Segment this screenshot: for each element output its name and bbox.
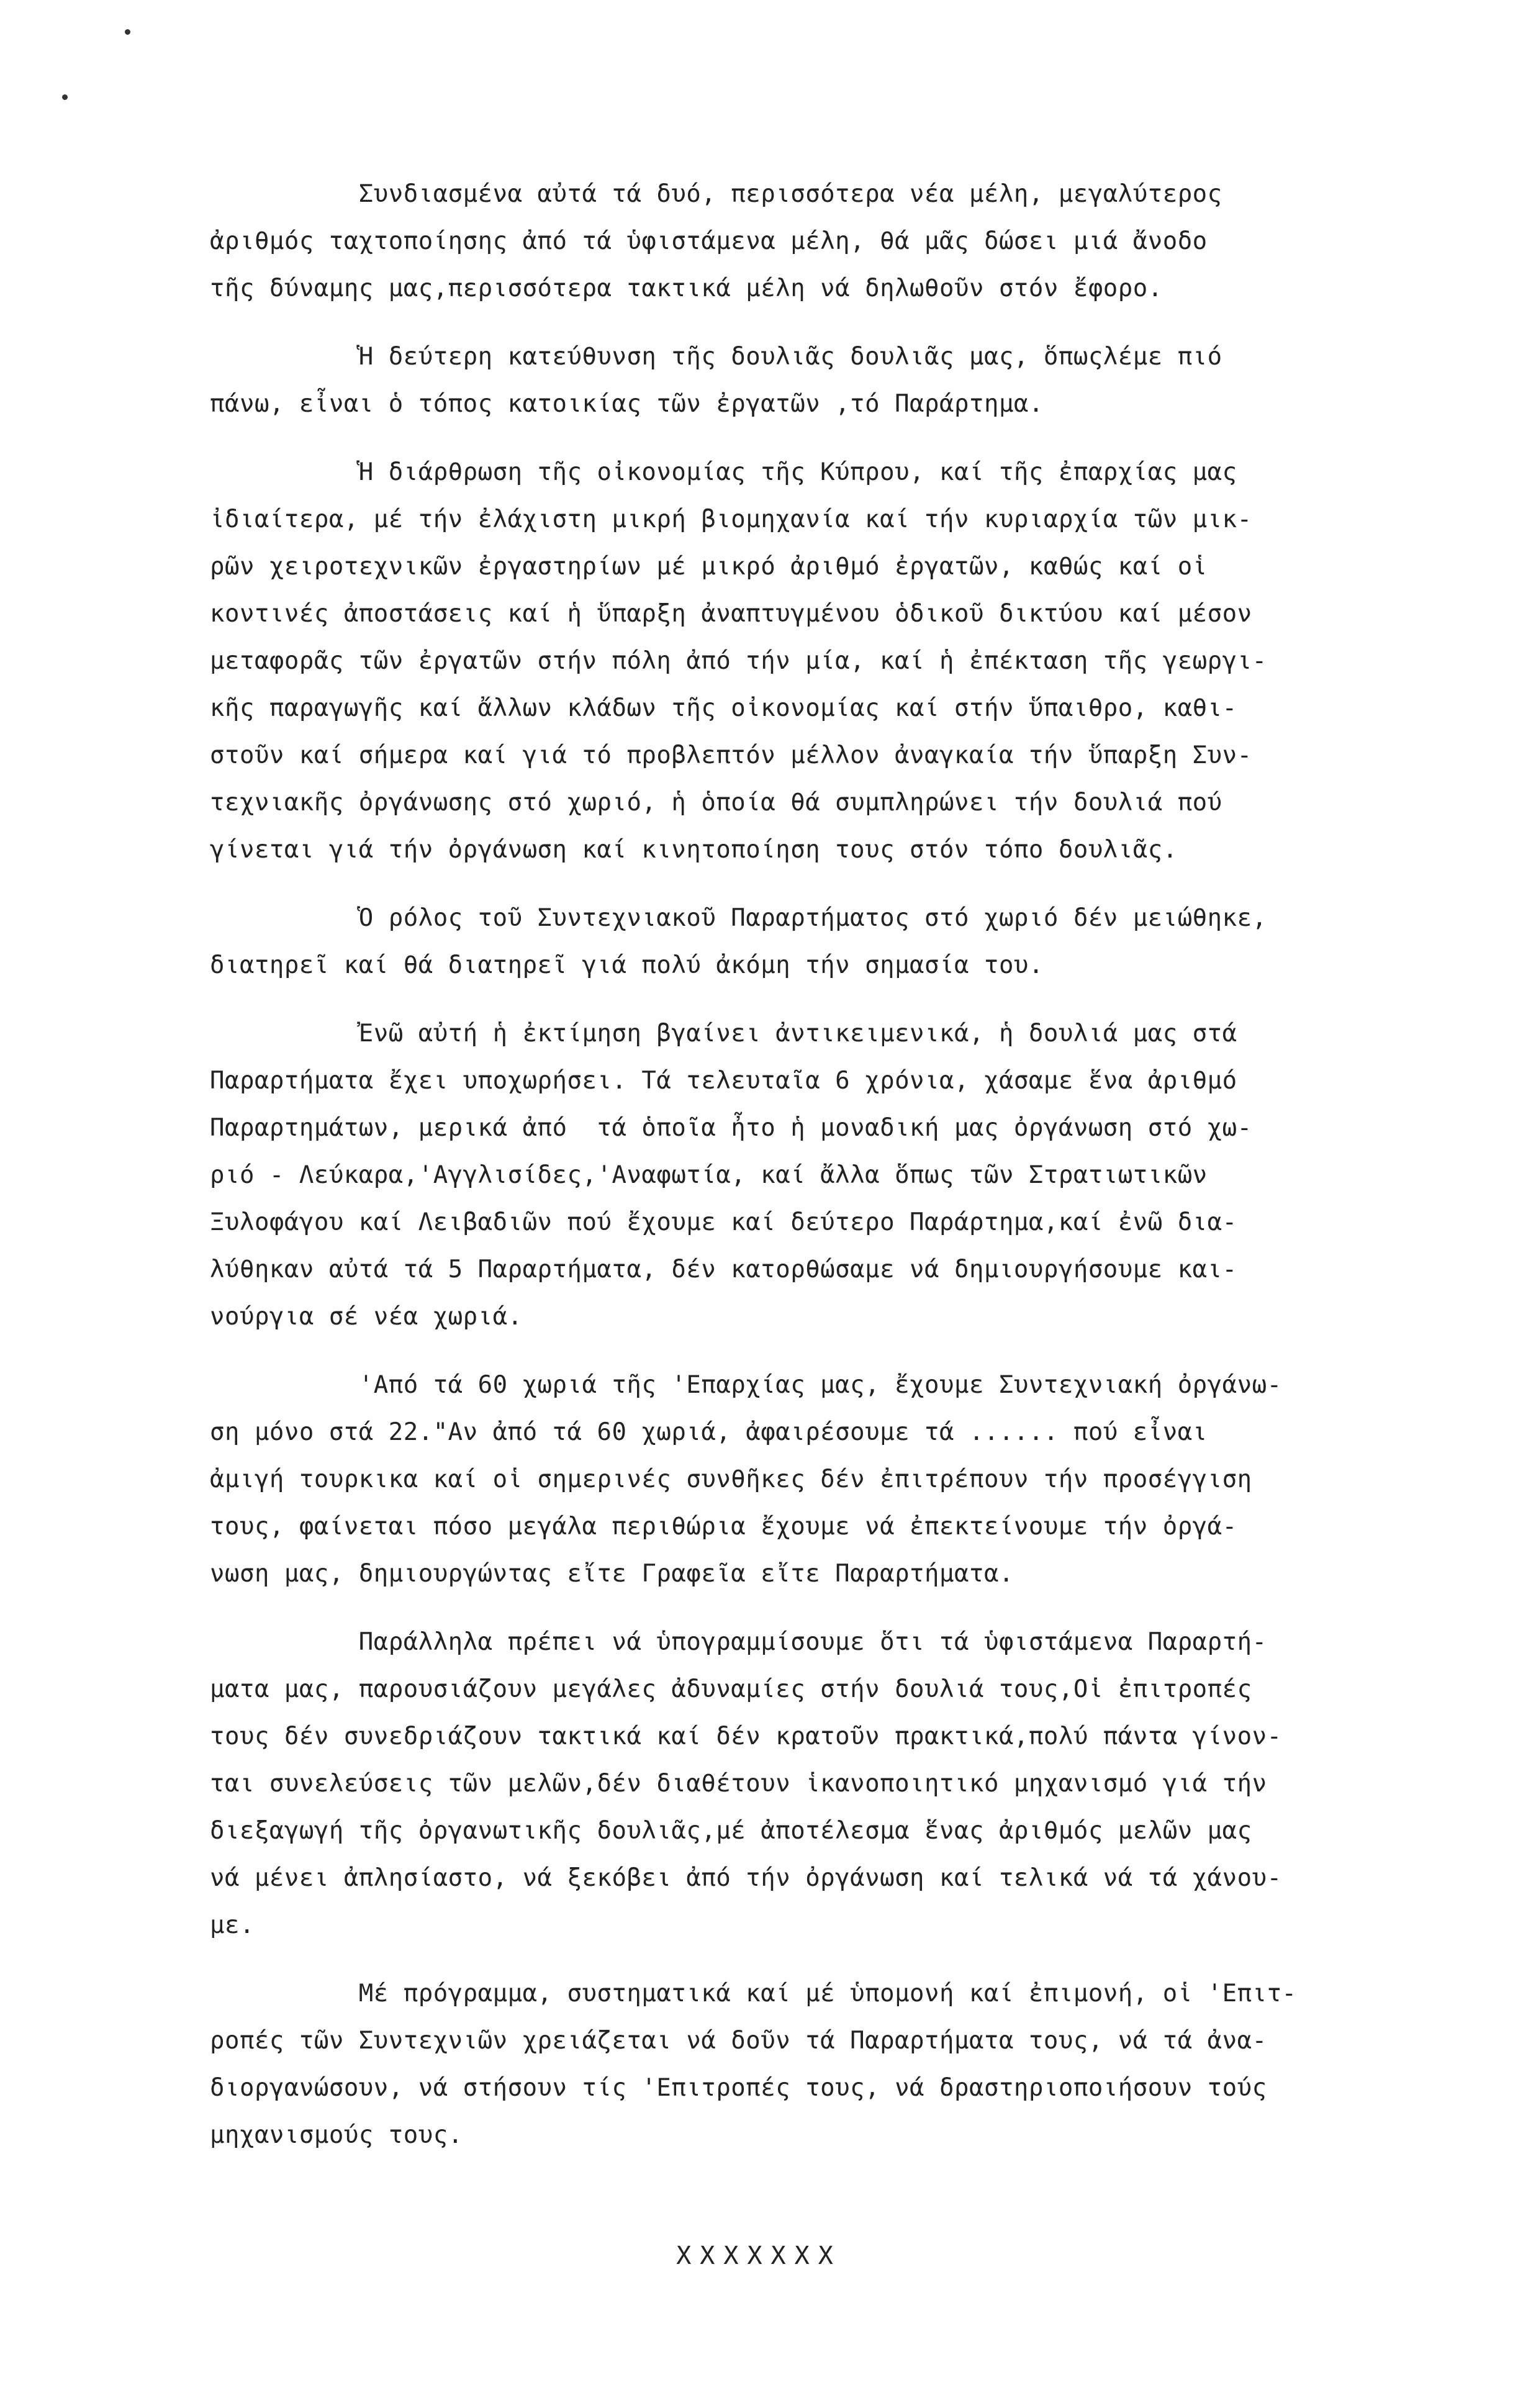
text-line: 'Από τά 60 χωριά τῆς 'Επαρχίας μας, ἔχουμε Συντεχνιακή ὀργάνω- <box>210 1371 1282 1399</box>
text-line: στοῦν καί σήμερα καί γιά τό προβλεπτόν μέλλον ἀναγκαία τήν ὕπαρξη Συν- <box>210 741 1252 769</box>
text-line: μηχανισμούς τους. <box>210 2121 463 2149</box>
paragraph <box>210 333 1402 428</box>
text-line: με. <box>210 1911 255 1939</box>
paragraph <box>210 1010 1402 1341</box>
text-line: τεχνιακῆς ὀργάνωσης στό χωριό, ἡ ὁποία θά συμπληρώνει τήν δουλιά πού <box>210 789 1222 817</box>
text-line: τους, φαίνεται πόσο μεγάλα περιθώρια ἔχουμε νά ἐπεκτείνουμε τήν ὀργά- <box>210 1513 1237 1541</box>
paragraph <box>210 449 1402 874</box>
paragraph-gap <box>210 1341 1402 1362</box>
text-line: ροπές τῶν Συντεχνιῶν χρειάζεται νά δοῦν τά Παραρτήματα τους, νά τά ἀνα- <box>210 2027 1267 2055</box>
text-line: ματα μας, παρουσιάζουν μεγάλες ἀδυναμίες στήν δουλιά τους,Οἱ ἐπιτροπές <box>210 1675 1252 1703</box>
text-line: διοργανώσουν, νά στήσουν τίς 'Επιτροπές τους, νά δραστηριοποιήσουν τούς <box>210 2074 1267 2102</box>
text-line: ται συνελεύσεις τῶν μελῶν,δέν διαθέτουν ἱκανοποιητικό μηχανισμό γιά τήν <box>210 1770 1267 1798</box>
text-line: τῆς δύναμης μας,περισσότερα τακτικά μέλη νά δηλωθοῦν στόν ἔφορο. <box>210 274 1163 302</box>
text-line: Συνδιασμένα αὐτά τά δυό, περισσότερα νέα μέλη, μεγαλύτερος <box>210 180 1222 208</box>
text-line: μεταφορᾶς τῶν ἐργατῶν στήν πόλη ἀπό τήν μία, καί ἡ ἐπέκταση τῆς γεωργι- <box>210 647 1267 675</box>
text-line: Ἐνῶ αὐτή ἡ ἐκτίμηση βγαίνει ἀντικειμενικά, ἡ δουλιά μας στά <box>210 1020 1237 1048</box>
text-line: κῆς παραγωγῆς καί ἄλλων κλάδων τῆς οἰκονομίας καί στήν ὕπαιθρο, καθι- <box>210 694 1237 722</box>
text-line: ἀμιγή τουρκικα καί οἱ σημερινές συνθῆκες δέν ἐπιτρέπουν τήν προσέγγιση <box>210 1465 1252 1493</box>
text-line: Παραρτήματα ἔχει υποχωρήσει. Τά τελευταῖα 6 χρόνια, χάσαμε ἕνα ἀριθμό <box>210 1067 1237 1095</box>
paragraph-gap <box>210 312 1402 333</box>
paragraph-gap <box>210 428 1402 449</box>
text-line: ριό - Λεύκαρα,'Αγγλισίδες,'Αναφωτία, καί ἄλλα ὅπως τῶν Στρατιωτικῶν <box>210 1161 1208 1189</box>
text-line: Ἡ δεύτερη κατεύθυνση τῆς δουλιᾶς δουλιᾶς μας, ὅπωςλέμε πιό <box>210 343 1222 371</box>
paragraph <box>210 1970 1402 2159</box>
paragraph-gap <box>210 989 1402 1010</box>
paragraph <box>210 1362 1402 1598</box>
document-body <box>210 171 1402 2159</box>
paragraph <box>210 1619 1402 1949</box>
text-line: διατηρεῖ καί θά διατηρεῖ γιά πολύ ἀκόμη τήν σημασία του. <box>210 951 1044 979</box>
text-line: ἰδιαίτερα, μέ τήν ἐλάχιστη μικρή βιομηχανία καί τήν κυριαρχία τῶν μικ- <box>210 505 1252 533</box>
text-line: Παραρτημάτων, μερικά ἀπό τά ὁποῖα ἦτο ἡ μοναδική μας ὀργάνωση στό χω- <box>210 1114 1252 1142</box>
text-line: Παράλληλα πρέπει νά ὑπογραμμίσουμε ὅτι τά ὑφιστάμενα Παραρτή- <box>210 1628 1267 1656</box>
text-line: Ξυλοφάγου καί Λειβαδιῶν πού ἔχουμε καί δεύτερο Παράρτημα,καί ἐνῶ δια- <box>210 1208 1237 1236</box>
text-line: ση μόνο στά 22."Αν ἀπό τά 60 χωριά, ἀφαιρέσουμε τά ...... πού εἶναι <box>210 1418 1208 1446</box>
end-mark: XXXXXXX <box>676 2242 842 2270</box>
stray-mark-dot <box>125 29 130 35</box>
paragraph-gap <box>210 1949 1402 1970</box>
text-line: ἀριθμός ταχτοποίησης ἀπό τά ὑφιστάμενα μέλη, θά μᾶς δώσει μιά ἄνοδο <box>210 227 1208 255</box>
stray-mark-dot <box>62 94 68 100</box>
text-line: τους δέν συνεδριάζουν τακτικά καί δέν κρατοῦν πρακτικά,πολύ πάντα γίνον- <box>210 1722 1282 1750</box>
paragraph <box>210 171 1402 312</box>
text-line: νωση μας, δημιουργώντας εἴτε Γραφεῖα εἴτε Παραρτήματα. <box>210 1560 1014 1588</box>
text-line: γίνεται γιά τήν ὀργάνωση καί κινητοποίηση τους στόν τόπο δουλιᾶς. <box>210 836 1178 864</box>
text-line: νά μένει ἀπλησίαστο, νά ξεκόβει ἀπό τήν ὀργάνωση καί τελικά νά τά χάνου- <box>210 1864 1282 1892</box>
paragraph-gap <box>210 874 1402 895</box>
text-line: ρῶν χειροτεχνικῶν ἐργαστηρίων μέ μικρό ἀριθμό ἐργατῶν, καθώς καί οἱ <box>210 553 1208 581</box>
text-line: κοντινές ἀποστάσεις καί ἡ ὕπαρξη ἀναπτυγμένου ὁδικοῦ δικτύου καί μέσον <box>210 600 1252 628</box>
text-line: Ἡ διάρθρωση τῆς οἰκονομίας τῆς Κύπρου, καί τῆς ἐπαρχίας μας <box>210 458 1237 486</box>
text-line: νούργια σέ νέα χωριά. <box>210 1303 523 1331</box>
text-line: λύθηκαν αὐτά τά 5 Παραρτήματα, δέν κατορθώσαμε νά δημιουργήσουμε και- <box>210 1256 1237 1283</box>
text-line: πάνω, εἶναι ὁ τόπος κατοικίας τῶν ἐργατῶν ,τό Παράρτημα. <box>210 390 1044 418</box>
text-line: διεξαγωγή τῆς ὀργανωτικῆς δουλιᾶς,μέ ἀποτέλεσμα ἕνας ἀριθμός μελῶν μας <box>210 1817 1252 1845</box>
paragraph-gap <box>210 1598 1402 1619</box>
text-line: Μέ πρόγραμμα, συστηματικά καί μέ ὑπομονή καί ἐπιμονή, οἱ 'Επιτ- <box>210 1980 1297 2007</box>
text-line: Ὁ ρόλος τοῦ Συντεχνιακοῦ Παραρτήματος στό χωριό δέν μειώθηκε, <box>210 904 1267 932</box>
paragraph <box>210 895 1402 989</box>
